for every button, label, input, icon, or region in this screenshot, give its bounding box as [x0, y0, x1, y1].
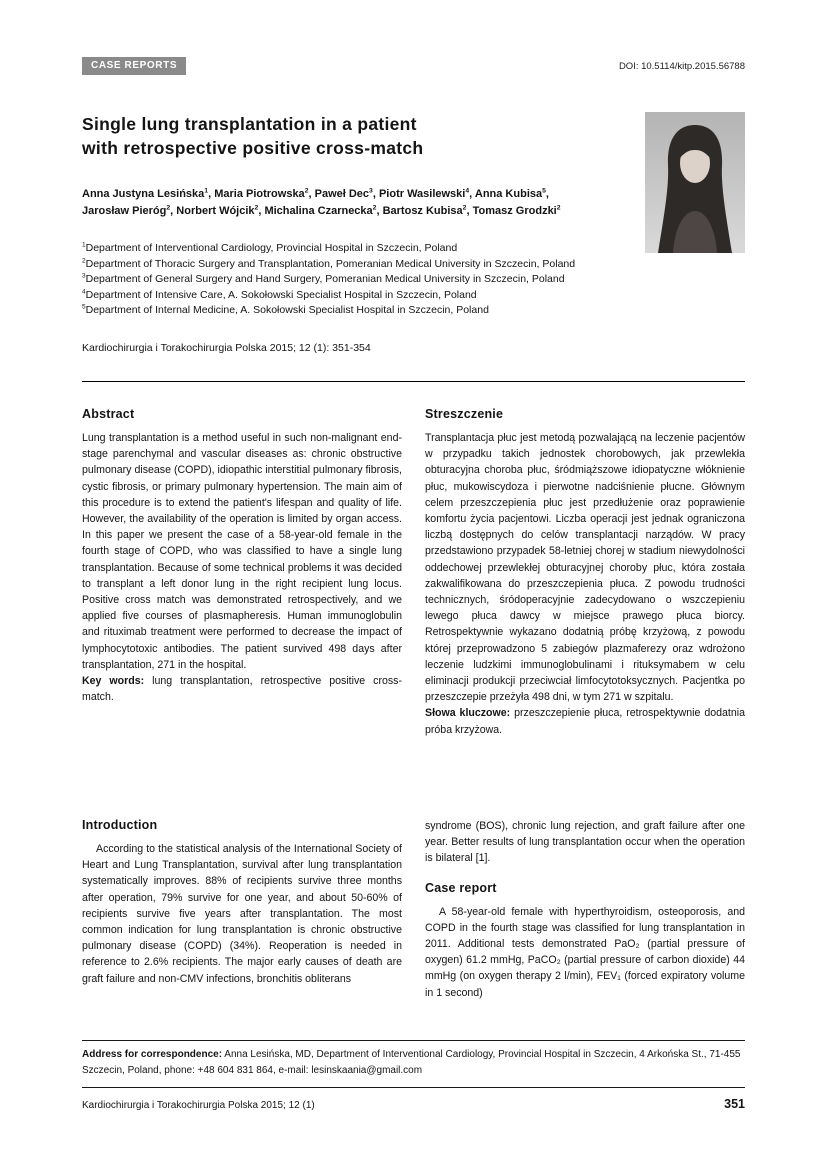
- main-text-section: [82, 818, 745, 1001]
- abstract-section: [82, 407, 745, 793]
- affiliation-sup: 5: [82, 303, 86, 311]
- author-affiliation-sup: 2: [254, 204, 259, 212]
- author-affiliation-sup: 2: [304, 187, 309, 195]
- author-affiliation-sup: 5: [542, 187, 546, 195]
- author: [214, 188, 314, 200]
- slowa-kluczowe-text: przeszczepienie płuca, retrospektywnie dodatnia próba krzyżowa.: [425, 707, 745, 736]
- author-separator: ,: [469, 188, 475, 200]
- journal-citation: Kardiochirurgia i Torakochirurgia Polska 2015; 12 (1): 351-354: [82, 341, 371, 354]
- author-affiliation-sup: 3: [369, 187, 373, 195]
- author: [315, 188, 379, 200]
- slowa-kluczowe-label: Słowa kluczowe:: [425, 707, 511, 720]
- article-title-line1: Single lung transplantation in a patient: [82, 114, 417, 134]
- author: [473, 205, 561, 217]
- affiliation: [82, 257, 745, 273]
- case-reports-badge: CASE REPORTS: [82, 57, 186, 75]
- page-content: [82, 0, 745, 1001]
- case-report-column: [425, 818, 745, 1001]
- author: [264, 205, 382, 217]
- author: [379, 188, 475, 200]
- abstract-body: Lung transplantation is a method useful in such non-malignant end-stage parenchymal and vascular diseases as: chronic obstructive pulmonary disease (COPD), idiopathic interstitial pulmonary fibrosis, cystic fibrosis, or primary pulmonary hypertension. The main aim of this procedure is to extend the patient's lifespan and quality of life. However, the availability of the operation is limited by organ access. In this paper we present the case of a 58-year-old female in the fourth stage of COPD, who was classified to have a single lung transplantation. Because of some technical problems it was decided to transplant a left donor lung in the right recipient lung locus. Positive cross match was demonstrated retrospectively, and we applied five courses of plasmapheresis. Human immunoglobulin and rituximab treatment were performed to decrease the impact of lymphocytotoxic antibodies. The patient survived 498 days after transplantation, 271 in the hospital.: [82, 431, 402, 671]
- author: [82, 188, 214, 200]
- author-affiliation-sup: 2: [372, 204, 377, 212]
- doi-text: DOI: 10.5114/kitp.2015.56788: [618, 60, 745, 72]
- author-portrait-image: [645, 112, 745, 253]
- author-name: Norbert Wójcik: [176, 205, 255, 217]
- correspondence-label: Address for correspondence:: [82, 1049, 223, 1060]
- correspondence-block: [82, 1040, 745, 1088]
- correspondence-text: Anna Lesińska, MD, Department of Interventional Cardiology, Provincial Hospital in Szczecin, 4 Arkońska St., 71-455 Szczecin, Poland, phone: +48 604 831 864, e-mail: lesinskaania@gmail.com: [82, 1049, 741, 1076]
- affiliation-text: Department of Internal Medicine, A. Sokołowski Specialist Hospital in Szczecin, Poland: [85, 304, 489, 317]
- affiliation-text: Department of Intensive Care, A. Sokołowski Specialist Hospital in Szczecin, Poland: [85, 288, 477, 301]
- author-name: Anna Justyna Lesińska: [82, 188, 205, 200]
- author-separator: ,: [170, 205, 177, 217]
- author-separator: ,: [258, 205, 265, 217]
- introduction-column: [82, 818, 402, 1001]
- introduction-heading: Introduction: [82, 817, 158, 832]
- streszczenie-body: Transplantacja płuc jest metodą pozwalającą na leczenie pacjentów w przypadku takich jednostek chorobowych, jak przewlekła obturacyjna choroba płuc, śródmiąższowe idiopatyczne włóknienie płuc, mukowiscydoza i pierwotne nadciśnienie płucne. Głównym celem przeszczepienia płuc jest przedłużenie oraz poprawienie komfortu życia pacjentowi. Liczba operacji jest jednak ograniczona liczbą dostępnych do celów transplantacji narządów. W pracy przedstawiono przypadek 58-letniej chorej w stadium niewydolności oddechowej przewlekłej obturacyjnej choroby płuc, która została zakwalifikowana do przeszczepienia płuca. Z powodu trudności technicznych, śródoperacyjnie zadecydowano o wszczepieniu lewego płuca dawcy w miejsce prawego płuca biorcy. Retrospektywnie wykazano dodatnią próbę krzyżową, z powodu której przeprowadzono 5 zabiegów plazmaferezy oraz wdrożono leczenie ludzkimi immunoglobulinami i rituksymabem w celu eliminacji produkcji przeciwciał limfocytotoksycznych. Pacjentka po przeszczepie przeżyła 498 dni, w tym 271 w szpitalu.: [425, 431, 745, 704]
- author-photo: [645, 112, 745, 253]
- author-affiliation-sup: 2: [462, 204, 467, 212]
- author-name: Bartosz Kubisa: [382, 205, 463, 217]
- affiliation-sup: 1: [82, 241, 86, 249]
- authors-line-2: [82, 203, 635, 220]
- author-separator: ,: [208, 188, 215, 200]
- author: [383, 205, 473, 217]
- author-separator: ,: [376, 205, 383, 217]
- article-title: [82, 112, 602, 160]
- author-separator: ,: [308, 188, 315, 200]
- author-name: Tomasz Grodzki: [472, 205, 557, 217]
- section-divider: [82, 381, 745, 382]
- streszczenie-heading: Streszczenie: [425, 406, 504, 421]
- author-name: Paweł Dec: [314, 188, 370, 200]
- abstract-column: [82, 407, 402, 793]
- author: [475, 188, 549, 200]
- streszczenie-keywords: [425, 705, 745, 737]
- affiliation-text: Department of General Surgery and Hand Surgery, Pomeranian Medical University in Szczecin, Poland: [85, 273, 565, 286]
- author-affiliation-sup: 4: [465, 187, 470, 195]
- author: [176, 205, 264, 217]
- affiliation: [82, 288, 745, 304]
- affiliation: [82, 303, 745, 319]
- introduction-body: According to the statistical analysis of the International Society of Heart and Lung Transplantation, survival after lung transplantation systematically improves. 88% of recipients survive three months after operation, 79% survive for one year, and about 50-60% of recipients survive five years after transplantation. The most common indication for lung transplantation is chronic obstructive pulmonary disease (COPD) (34%). Reoperation is needed in reference to 2.6% recipients. The major early causes of death are graft failure and non-CMV infections, bronchitis obliterans: [82, 842, 402, 985]
- affiliation-sup: 3: [82, 272, 86, 280]
- keywords-label: Key words:: [82, 675, 145, 688]
- author-name: Piotr Wasilewski: [378, 188, 466, 200]
- introduction-continuation: syndrome (BOS), chronic lung rejection, and graft failure after one year. Better results of lung transplantation occur when the operation is bilateral [1].: [425, 819, 745, 865]
- authors-block: [82, 186, 635, 220]
- keywords-text: lung transplantation, retrospective positive cross-match.: [82, 675, 402, 704]
- author-separator: ,: [466, 205, 473, 217]
- abstract-keywords: [82, 673, 402, 705]
- case-report-heading: Case report: [425, 880, 497, 895]
- page-header: [82, 57, 745, 75]
- author-affiliation-sup: 1: [204, 187, 209, 195]
- author-name: Jarosław Pieróg: [82, 205, 167, 217]
- case-report-body: A 58-year-old female with hyperthyroidism, osteoporosis, and COPD in the fourth stage was classified for lung transplantation in 2011. Additional tests demonstrated PaO₂ (partial pressure of oxygen) 61.2 mmHg, PaCO₂ (partial pressure of carbon dioxide) 44 mmHg (on oxygen therapy 2 l/min), FEV₁ (forced expiratory volume in 1 second): [425, 905, 745, 999]
- author-affiliation-sup: 2: [556, 204, 561, 212]
- author-separator: ,: [545, 188, 549, 200]
- author: [82, 205, 176, 217]
- author-affiliation-sup: 2: [166, 204, 171, 212]
- page-number: 351: [724, 1097, 745, 1111]
- affiliation: [82, 272, 745, 288]
- page-footer: [82, 1097, 745, 1111]
- author-name: Michalina Czarnecka: [264, 205, 373, 217]
- affiliation-sup: 4: [82, 288, 86, 296]
- author-name: Anna Kubisa: [474, 188, 543, 200]
- affiliation-text: Department of Interventional Cardiology, Provincial Hospital in Szczecin, Poland: [85, 242, 458, 254]
- abstract-heading: Abstract: [82, 406, 135, 421]
- streszczenie-column: [425, 407, 745, 793]
- authors-line-1: [82, 186, 635, 203]
- author-separator: ,: [372, 188, 379, 200]
- affiliation-text: Department of Thoracic Surgery and Transplantation, Pomeranian Medical University in Szczecin, Poland: [85, 257, 576, 270]
- affiliation-sup: 2: [82, 257, 86, 265]
- footer-journal-name: Kardiochirurgia i Torakochirurgia Polska 2015; 12 (1): [82, 1100, 315, 1111]
- article-title-line2: with retrospective positive cross-match: [82, 138, 424, 158]
- author-name: Maria Piotrowska: [214, 188, 305, 200]
